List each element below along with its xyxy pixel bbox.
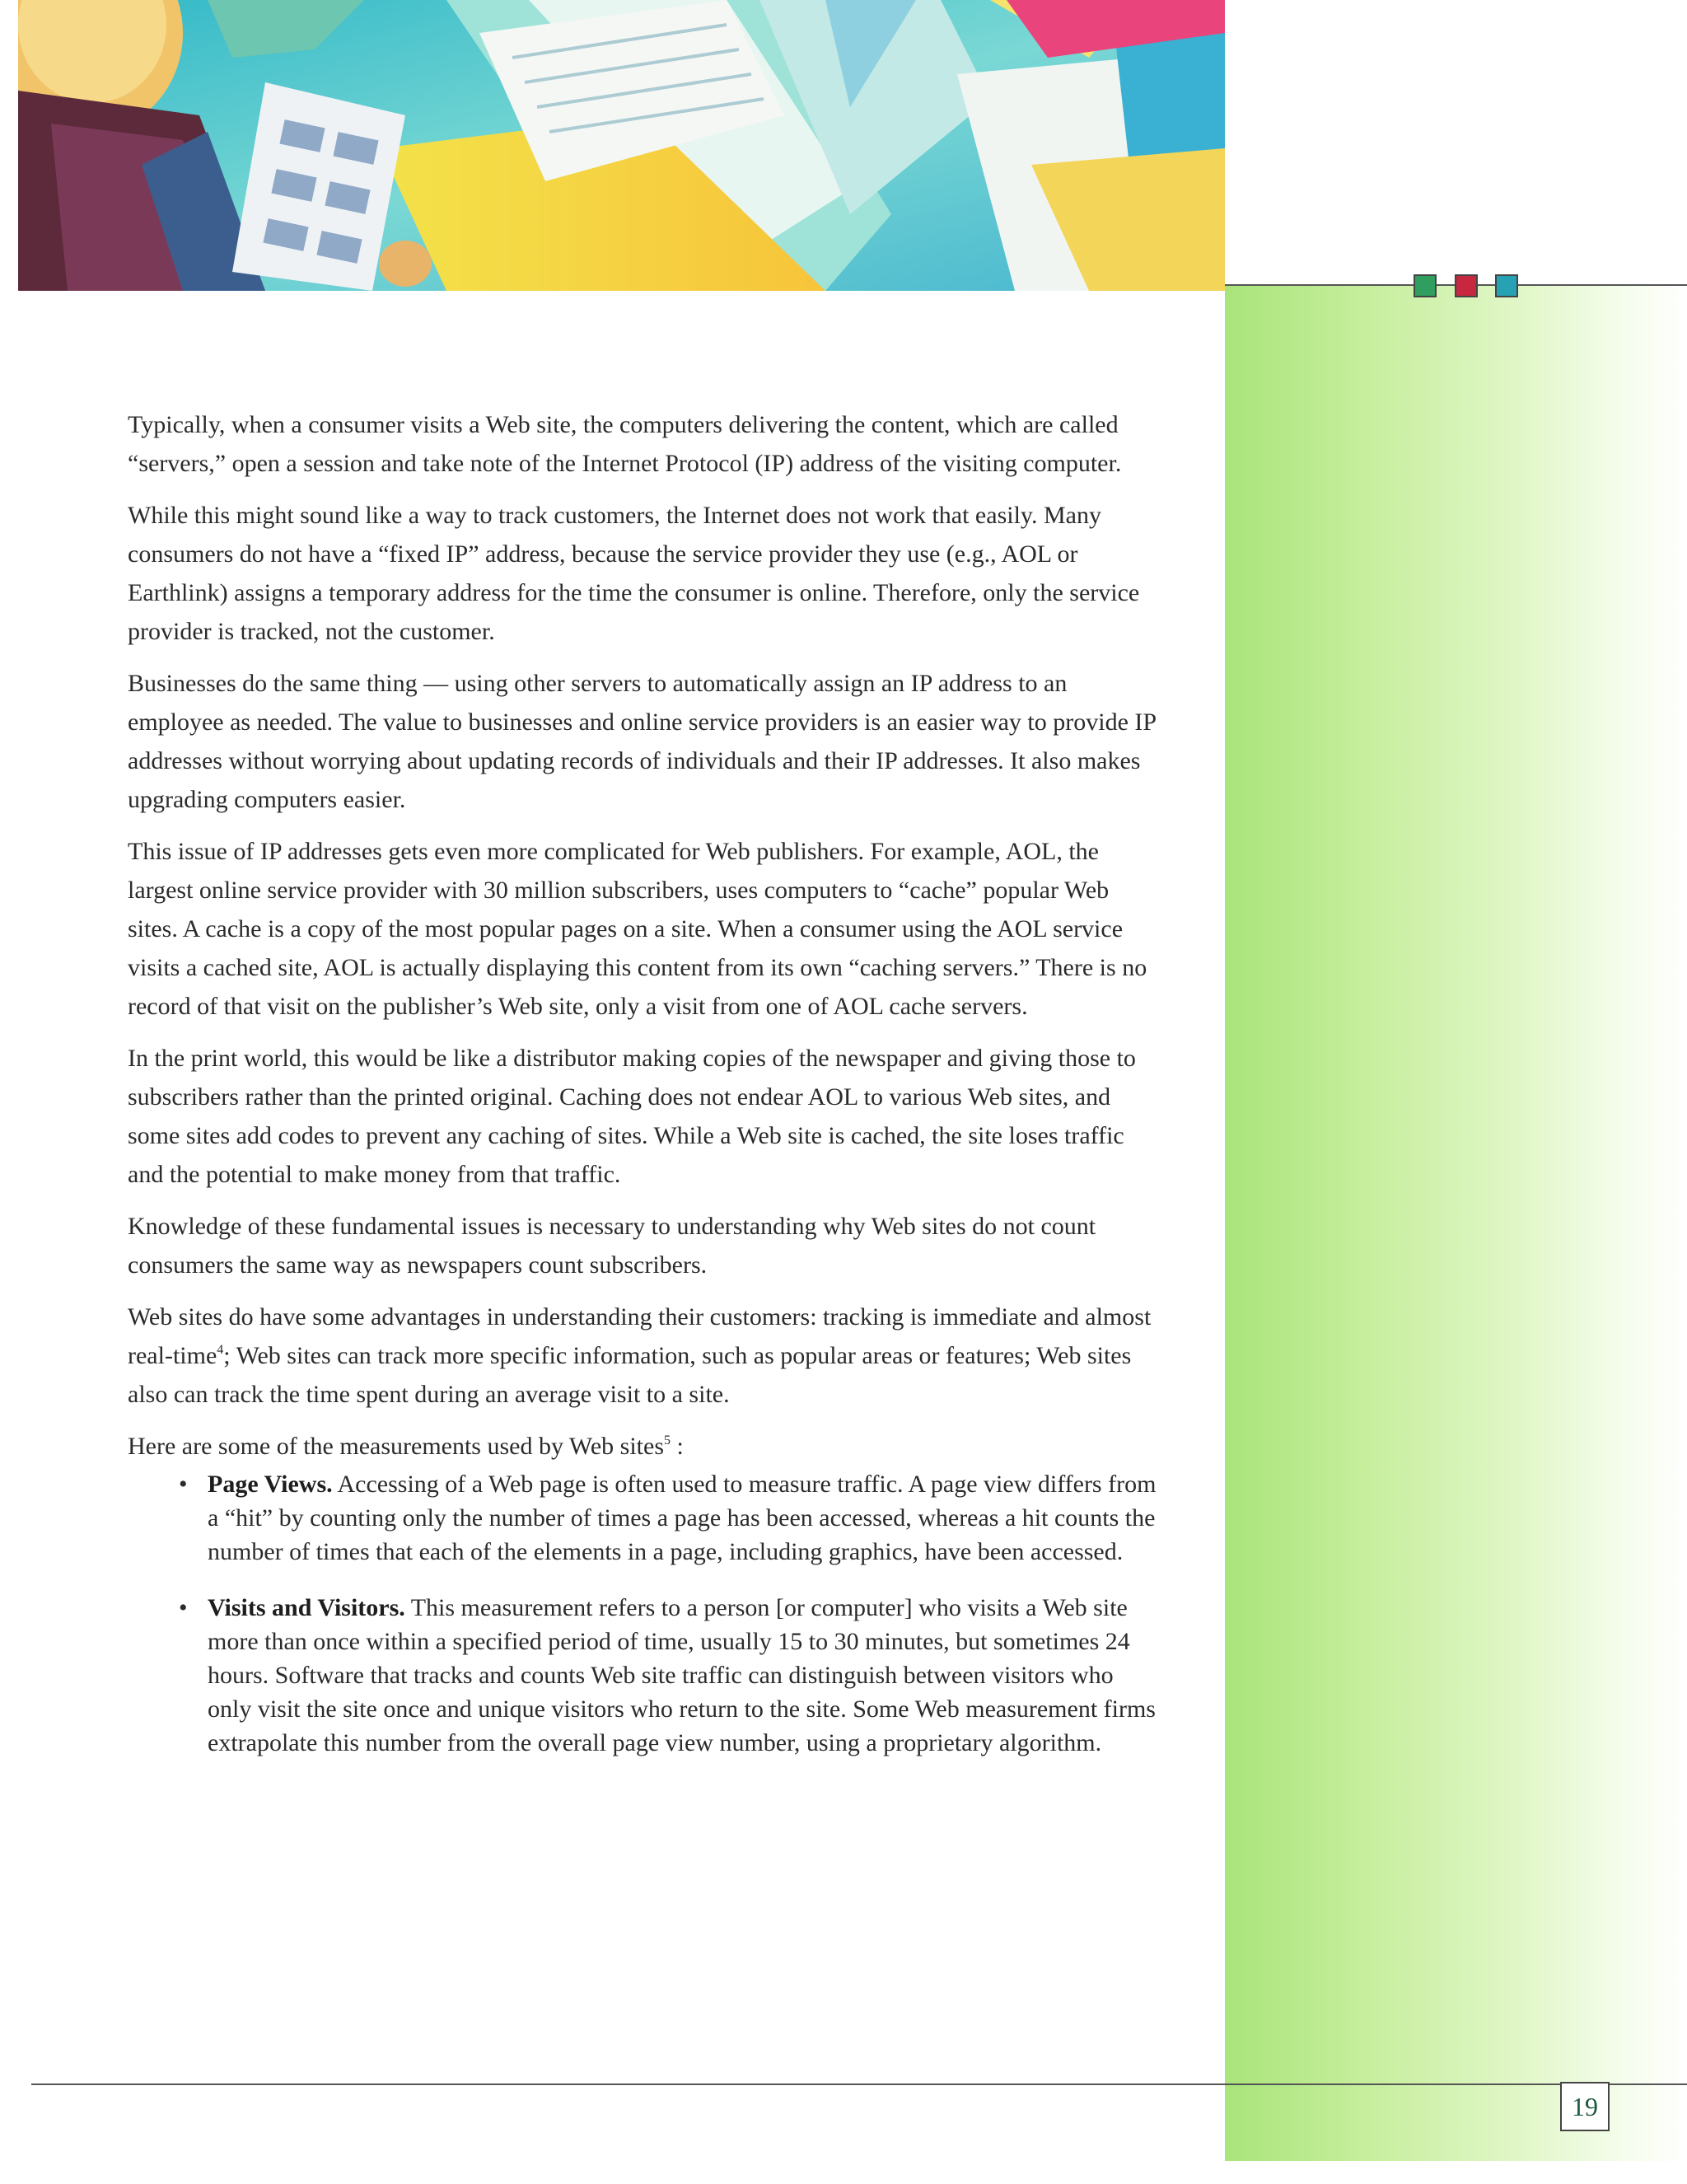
page-number: 19 — [1560, 2082, 1610, 2131]
paragraph-8 — [128, 1427, 1157, 1466]
list-item — [179, 1591, 1157, 1760]
list-item-text: This measurement refers to a person [or computer] who visits a Web site more than once within a specified period of time, usually 15 to 30 minutes, but sometimes 24 hours. Software that tracks and counts Web site traffic can distinguish between visitors who only visit the site once and unique visitors who return to the site. Some Web measurement firms extrapolate this number from the overall page view number, using a proprietary algorithm. — [208, 1594, 1156, 1756]
bullet-icon: • — [179, 1594, 188, 1621]
paragraph-6: Knowledge of these fundamental issues is necessary to understanding why Web sites do not count consumers the same way as newspapers count subscribers. — [128, 1213, 1096, 1279]
paragraph-8-text-a: Here are some of the measurements used by Web sites — [128, 1433, 664, 1460]
article-body — [128, 405, 1157, 1782]
header-illustration — [18, 0, 1225, 291]
paragraph-5: In the print world, this would be like a distributor making copies of the newspaper and giving those to subscribers rather than the printed original. Caching does not endear AOL to various Web sites, and some sites add codes to prevent any caching of sites. While a Web site is cached, the site loses traffic and the potential to make money from that traffic. — [128, 1045, 1136, 1188]
margin-panel — [1225, 285, 1687, 2161]
paragraph-7-text-a: Web sites do have some advantages in understanding their customers: tracking is immediate and almost real-time — [128, 1303, 1152, 1369]
list-item-term: Visits and Visitors. — [208, 1594, 405, 1621]
list-item-term: Page Views. — [208, 1471, 333, 1498]
newspaper-reader-illustration-icon — [18, 0, 1225, 291]
decor-square-red — [1455, 274, 1478, 297]
paragraph-7 — [128, 1298, 1157, 1414]
decor-square-green — [1414, 274, 1437, 297]
bullet-icon: • — [179, 1471, 188, 1498]
paragraph-4: This issue of IP addresses gets even more complicated for Web publishers. For example, AOL, the largest online service provider with 30 million subscribers, uses computers to “cache” popular Web sites. A cache is a copy of the most popular pages on a site. When a consumer using the AOL service visits a cached site, AOL is actually displaying this content from its own “caching servers.” There is no record of that visit on the publisher’s Web site, only a visit from one of AOL cache servers. — [128, 838, 1147, 1020]
paragraph-7-text-b: ; Web sites can track more specific information, such as popular areas or features; Web sites also can track the time spent during an average visit to a site. — [128, 1342, 1132, 1408]
bottom-divider — [31, 2083, 1687, 2085]
paragraph-2: While this might sound like a way to track customers, the Internet does not work that easily. Many consumers do not have a “fixed IP” address, because the service provider they use (e.g., AOL or Earthlink) assigns a temporary address for the time the consumer is online. Therefore, only the service provider is tracked, not the customer. — [128, 502, 1140, 645]
paragraph-8-text-b: : — [671, 1433, 684, 1460]
decor-square-teal — [1495, 274, 1518, 297]
paragraph-3: Businesses do the same thing — using other servers to automatically assign an IP address to an employee as needed. The value to businesses and online service providers is an easier way to provide IP addresses without worrying about updating records of individuals and their IP addresses. It also makes upgrading computers easier. — [128, 670, 1156, 813]
paragraph-1: Typically, when a consumer visits a Web site, the computers delivering the content, which are called “servers,” open a session and take note of the Internet Protocol (IP) address of the visiting computer. — [128, 411, 1122, 477]
footnote-ref-4[interactable]: 4 — [217, 1343, 224, 1357]
list-item-text: Accessing of a Web page is often used to measure traffic. A page view differs from a “hit” by counting only the number of times a page has been accessed, whereas a hit counts the number of times that each of the elements in a page, including graphics, have been accessed. — [208, 1471, 1157, 1565]
measurements-list — [128, 1467, 1157, 1760]
list-item — [179, 1467, 1157, 1569]
footnote-ref-5[interactable]: 5 — [664, 1433, 671, 1447]
